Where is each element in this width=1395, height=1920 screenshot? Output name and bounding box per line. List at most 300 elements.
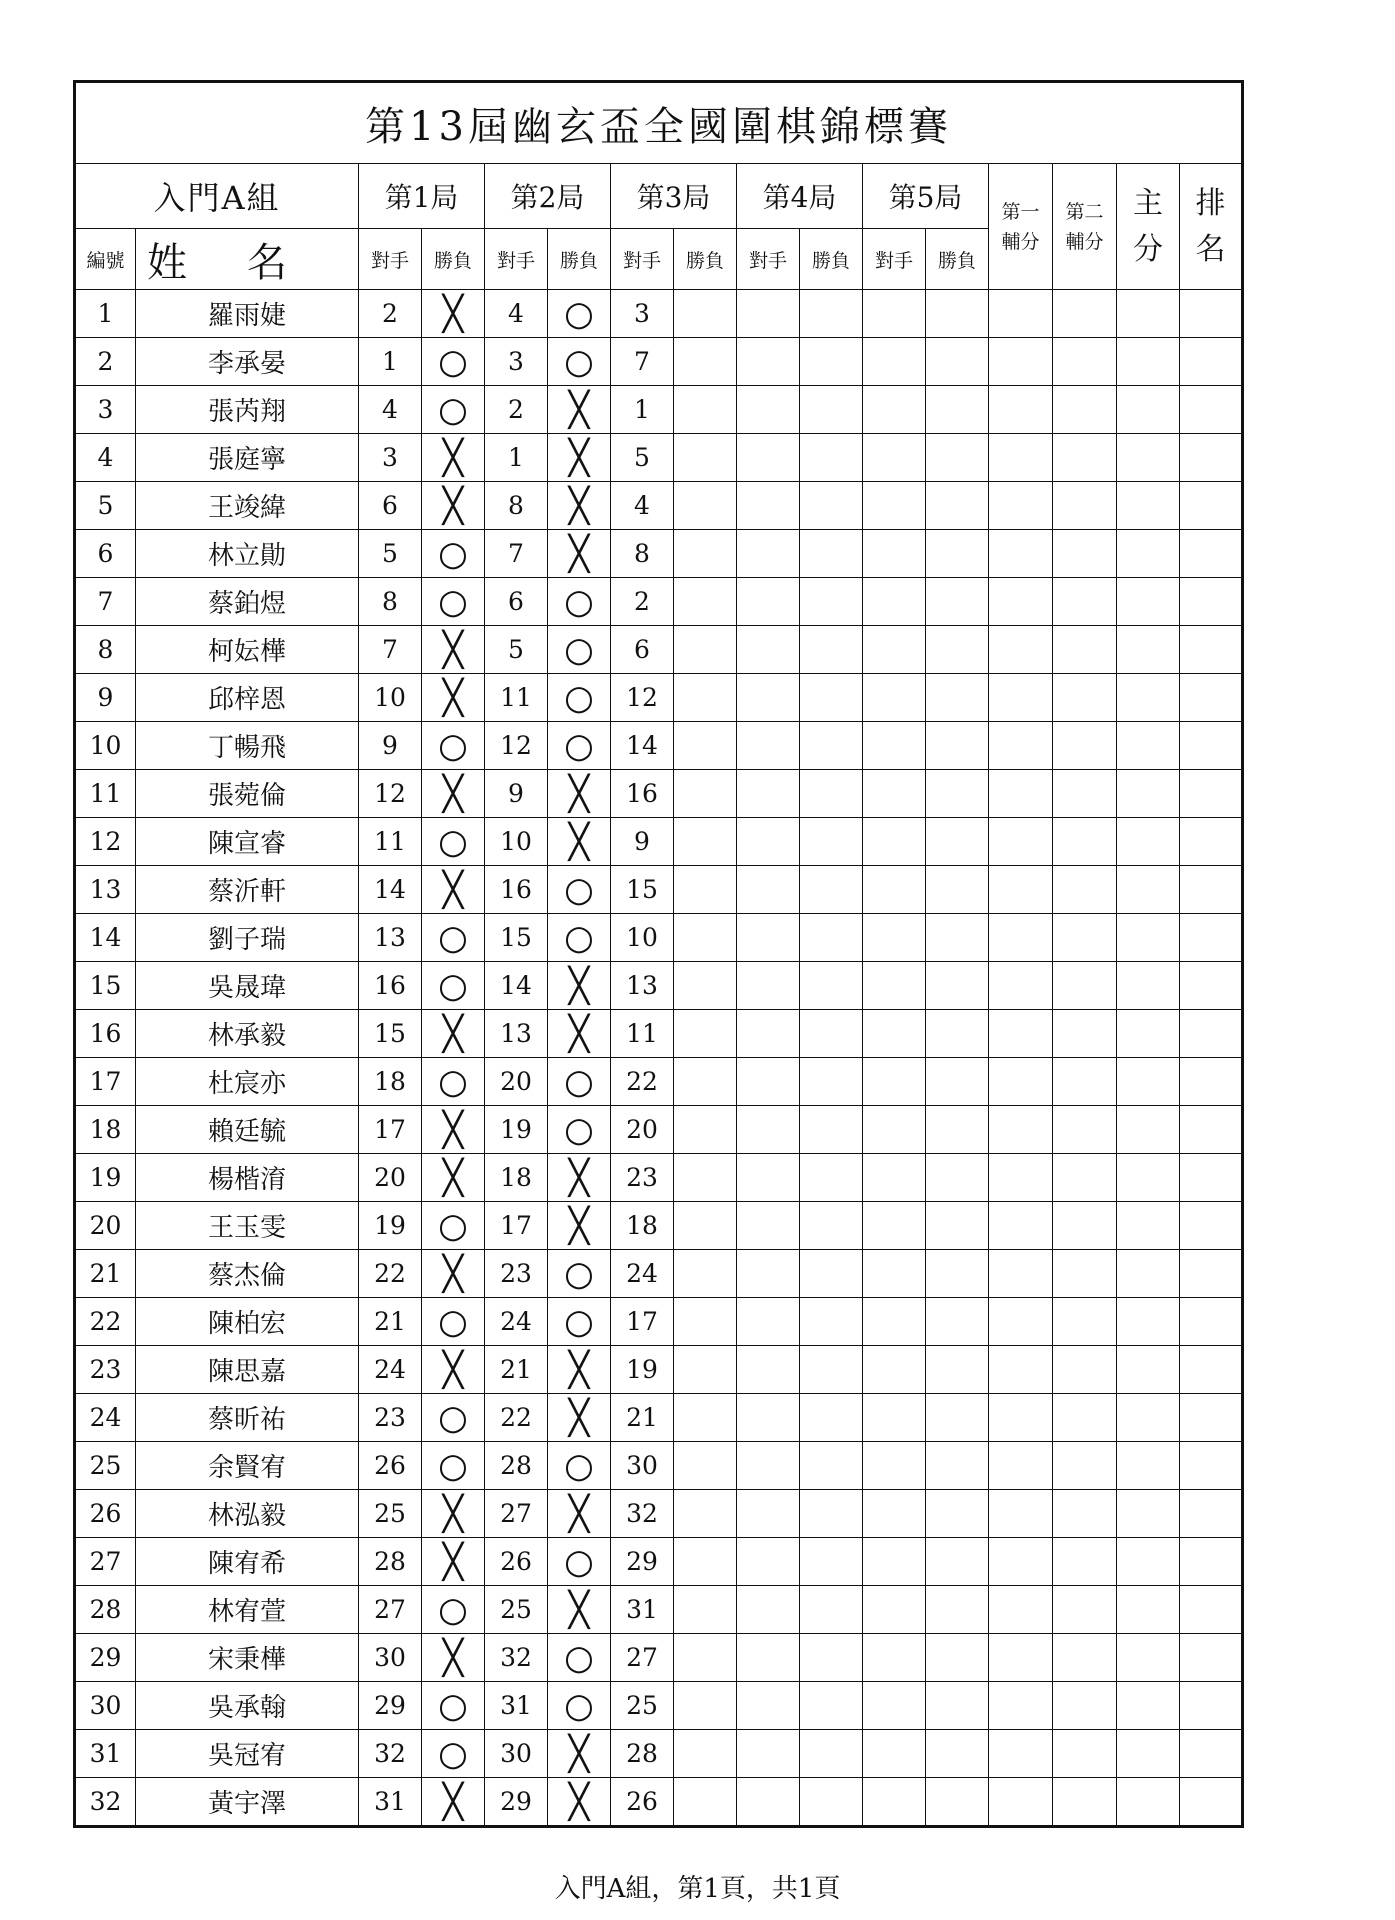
r1-result-cell: ╳: [422, 482, 485, 530]
r5-result-cell: [926, 1202, 989, 1250]
main-score-header: [1117, 164, 1180, 290]
r2-opponent-cell: 18: [485, 1154, 548, 1202]
tiebreak-1-cell: [989, 1442, 1053, 1490]
tiebreak-2-cell: [1053, 1106, 1117, 1154]
rank-cell: [1180, 626, 1243, 674]
r1-opponent-cell: 4: [359, 386, 422, 434]
main-score-cell: [1117, 578, 1180, 626]
r2-opponent-cell: 5: [485, 626, 548, 674]
r4-result-cell: [800, 482, 863, 530]
player-name-cell: 吳晟瑋: [136, 962, 359, 1010]
main-score-cell: [1117, 962, 1180, 1010]
main-score-cell: [1117, 770, 1180, 818]
r1-opponent-cell: 7: [359, 626, 422, 674]
tiebreak-1-cell: [989, 1250, 1053, 1298]
r3-opponent-cell: 22: [611, 1058, 674, 1106]
r2-result-cell: ╳: [548, 1490, 611, 1538]
r1-opponent-cell: 29: [359, 1682, 422, 1730]
player-id-cell: 28: [75, 1586, 136, 1634]
main-score-cell: [1117, 1682, 1180, 1730]
tiebreak-2-cell: [1053, 1586, 1117, 1634]
table-row: [75, 482, 1243, 530]
r3-result-cell: [674, 530, 737, 578]
r5-result-cell: [926, 914, 989, 962]
tiebreak-1-cell: [989, 578, 1053, 626]
table-row: [75, 290, 1243, 338]
table-row: [75, 1634, 1243, 1682]
r3-result-cell: [674, 1394, 737, 1442]
r5-opponent-cell: [863, 1010, 926, 1058]
rank-cell: [1180, 674, 1243, 722]
r5-result-cell: [926, 866, 989, 914]
player-name-cell: 余賢宥: [136, 1442, 359, 1490]
r5-opponent-header: 對手: [863, 229, 926, 290]
tiebreak-2-cell: [1053, 1010, 1117, 1058]
tiebreak-1-cell: [989, 338, 1053, 386]
r2-result-cell: ╳: [548, 1010, 611, 1058]
r3-result-cell: [674, 1586, 737, 1634]
r1-opponent-cell: 11: [359, 818, 422, 866]
r5-opponent-cell: [863, 1586, 926, 1634]
tiebreak-1-cell: [989, 1490, 1053, 1538]
r5-opponent-cell: [863, 962, 926, 1010]
r2-opponent-cell: 2: [485, 386, 548, 434]
r1-opponent-cell: 20: [359, 1154, 422, 1202]
r5-opponent-cell: [863, 1538, 926, 1586]
r4-result-cell: [800, 578, 863, 626]
r1-opponent-cell: 2: [359, 290, 422, 338]
tiebreak-1-cell: [989, 290, 1053, 338]
tiebreak-1-cell: [989, 1586, 1053, 1634]
r3-result-cell: [674, 1346, 737, 1394]
r5-result-cell: [926, 1250, 989, 1298]
player-name-cell: 陳柏宏: [136, 1298, 359, 1346]
r1-opponent-cell: 26: [359, 1442, 422, 1490]
rank-header-line2: 名: [1195, 231, 1226, 267]
player-id-cell: 29: [75, 1634, 136, 1682]
r5-result-cell: [926, 1586, 989, 1634]
table-row: [75, 866, 1243, 914]
r5-result-cell: [926, 1634, 989, 1682]
main-score-header-line1: 主: [1133, 185, 1163, 221]
r5-result-header: 勝負: [926, 229, 989, 290]
table-row: [75, 1490, 1243, 1538]
r1-result-header: 勝負: [422, 229, 485, 290]
table-row: [75, 962, 1243, 1010]
rank-cell: [1180, 1250, 1243, 1298]
main-score-cell: [1117, 1106, 1180, 1154]
r2-result-cell: ╳: [548, 386, 611, 434]
tiebreak-1-cell: [989, 1778, 1053, 1827]
r2-opponent-cell: 29: [485, 1778, 548, 1827]
table-row: [75, 1442, 1243, 1490]
r2-opponent-cell: 1: [485, 434, 548, 482]
r1-result-cell: ╳: [422, 674, 485, 722]
tiebreak-2-cell: [1053, 818, 1117, 866]
player-name-cell: 柯妘樺: [136, 626, 359, 674]
r3-opponent-cell: 11: [611, 1010, 674, 1058]
table-row: [75, 1202, 1243, 1250]
round-5-header: 第5局: [863, 164, 989, 229]
r2-result-cell: ○: [548, 722, 611, 770]
round-1-header: 第1局: [359, 164, 485, 229]
r2-opponent-cell: 21: [485, 1346, 548, 1394]
main-score-cell: [1117, 1346, 1180, 1394]
tiebreak-2-cell: [1053, 1682, 1117, 1730]
r3-result-cell: [674, 1490, 737, 1538]
tiebreak-1-cell: [989, 770, 1053, 818]
player-name-cell: 王竣緯: [136, 482, 359, 530]
player-name-cell: 吳冠宥: [136, 1730, 359, 1778]
r3-opponent-cell: 13: [611, 962, 674, 1010]
rank-cell: [1180, 1778, 1243, 1827]
tiebreak-2-cell: [1053, 914, 1117, 962]
r2-result-header: 勝負: [548, 229, 611, 290]
r4-result-cell: [800, 1778, 863, 1827]
r3-result-cell: [674, 1682, 737, 1730]
r1-opponent-cell: 9: [359, 722, 422, 770]
r4-opponent-cell: [737, 962, 800, 1010]
r1-opponent-cell: 28: [359, 1538, 422, 1586]
r5-result-cell: [926, 1106, 989, 1154]
r2-result-cell: ○: [548, 1442, 611, 1490]
r1-opponent-cell: 8: [359, 578, 422, 626]
r4-result-cell: [800, 674, 863, 722]
r1-opponent-cell: 18: [359, 1058, 422, 1106]
player-name-cell: 劉子瑞: [136, 914, 359, 962]
r4-result-cell: [800, 1010, 863, 1058]
r2-opponent-cell: 7: [485, 530, 548, 578]
r3-opponent-cell: 2: [611, 578, 674, 626]
tiebreak-2-cell: [1053, 1154, 1117, 1202]
r2-result-cell: ○: [548, 626, 611, 674]
player-name-cell: 蔡昕祐: [136, 1394, 359, 1442]
r5-opponent-cell: [863, 386, 926, 434]
main-score-cell: [1117, 1010, 1180, 1058]
main-score-cell: [1117, 1202, 1180, 1250]
r2-opponent-cell: 27: [485, 1490, 548, 1538]
r5-opponent-cell: [863, 1202, 926, 1250]
r5-opponent-cell: [863, 1058, 926, 1106]
r4-result-cell: [800, 722, 863, 770]
r3-opponent-cell: 21: [611, 1394, 674, 1442]
r3-result-cell: [674, 674, 737, 722]
r3-result-cell: [674, 1538, 737, 1586]
r4-opponent-cell: [737, 626, 800, 674]
tiebreak-2-header-line2: 輔分: [1065, 230, 1104, 253]
tiebreak-2-cell: [1053, 1778, 1117, 1827]
table-row: [75, 338, 1243, 386]
r5-result-cell: [926, 578, 989, 626]
r5-opponent-cell: [863, 1778, 926, 1827]
r3-result-cell: [674, 722, 737, 770]
r1-result-cell: ○: [422, 1682, 485, 1730]
table-row: [75, 770, 1243, 818]
r1-result-cell: ○: [422, 578, 485, 626]
r2-result-cell: ╳: [548, 962, 611, 1010]
r4-opponent-cell: [737, 338, 800, 386]
main-score-cell: [1117, 1538, 1180, 1586]
r3-result-cell: [674, 1106, 737, 1154]
r5-opponent-cell: [863, 434, 926, 482]
r1-opponent-cell: 27: [359, 1586, 422, 1634]
r3-opponent-cell: 4: [611, 482, 674, 530]
r1-result-cell: ○: [422, 722, 485, 770]
rank-cell: [1180, 1682, 1243, 1730]
r3-result-cell: [674, 1298, 737, 1346]
r3-result-cell: [674, 1442, 737, 1490]
tiebreak-2-cell: [1053, 1730, 1117, 1778]
r4-result-cell: [800, 818, 863, 866]
r5-result-cell: [926, 482, 989, 530]
r3-opponent-cell: 19: [611, 1346, 674, 1394]
tiebreak-2-cell: [1053, 866, 1117, 914]
r5-opponent-cell: [863, 1106, 926, 1154]
r2-opponent-cell: 12: [485, 722, 548, 770]
tiebreak-1-cell: [989, 1202, 1053, 1250]
table-row: [75, 1778, 1243, 1827]
tiebreak-1-cell: [989, 818, 1053, 866]
r4-opponent-cell: [737, 290, 800, 338]
r2-opponent-cell: 3: [485, 338, 548, 386]
r3-opponent-cell: 14: [611, 722, 674, 770]
r1-opponent-cell: 12: [359, 770, 422, 818]
rank-cell: [1180, 434, 1243, 482]
r1-opponent-cell: 21: [359, 1298, 422, 1346]
tiebreak-2-cell: [1053, 1442, 1117, 1490]
player-name-cell: 李承晏: [136, 338, 359, 386]
tiebreak-1-header-line2: 輔分: [1001, 230, 1040, 253]
r1-result-cell: ╳: [422, 1154, 485, 1202]
player-name-cell: 黃宇澤: [136, 1778, 359, 1827]
r4-opponent-cell: [737, 1154, 800, 1202]
player-id-cell: 6: [75, 530, 136, 578]
r3-opponent-cell: 26: [611, 1778, 674, 1827]
r3-result-cell: [674, 626, 737, 674]
player-id-cell: 17: [75, 1058, 136, 1106]
r5-result-cell: [926, 338, 989, 386]
player-id-cell: 5: [75, 482, 136, 530]
rank-cell: [1180, 1106, 1243, 1154]
main-score-cell: [1117, 1394, 1180, 1442]
player-id-cell: 25: [75, 1442, 136, 1490]
player-name-cell: 林宥萱: [136, 1586, 359, 1634]
r4-opponent-cell: [737, 1010, 800, 1058]
r5-result-cell: [926, 386, 989, 434]
player-id-cell: 11: [75, 770, 136, 818]
r1-result-cell: ○: [422, 1298, 485, 1346]
r3-result-cell: [674, 290, 737, 338]
tiebreak-1-cell: [989, 1106, 1053, 1154]
player-id-cell: 14: [75, 914, 136, 962]
r5-result-cell: [926, 530, 989, 578]
r1-result-cell: ╳: [422, 1106, 485, 1154]
r5-result-cell: [926, 1010, 989, 1058]
r2-result-cell: ○: [548, 1106, 611, 1154]
r5-result-cell: [926, 1730, 989, 1778]
table-row: [75, 674, 1243, 722]
rank-cell: [1180, 770, 1243, 818]
r2-result-cell: ╳: [548, 1730, 611, 1778]
rank-cell: [1180, 290, 1243, 338]
r2-opponent-cell: 31: [485, 1682, 548, 1730]
r5-opponent-cell: [863, 482, 926, 530]
tiebreak-2-cell: [1053, 1634, 1117, 1682]
tiebreak-2-header: [1053, 164, 1117, 290]
r5-result-cell: [926, 722, 989, 770]
tiebreak-1-cell: [989, 674, 1053, 722]
r3-opponent-cell: 17: [611, 1298, 674, 1346]
player-name-cell: 林立勛: [136, 530, 359, 578]
r3-opponent-cell: 7: [611, 338, 674, 386]
rank-cell: [1180, 1490, 1243, 1538]
player-id-cell: 26: [75, 1490, 136, 1538]
tiebreak-1-cell: [989, 1394, 1053, 1442]
r1-result-cell: ╳: [422, 1346, 485, 1394]
tiebreak-1-cell: [989, 1634, 1053, 1682]
table-row: [75, 1058, 1243, 1106]
r5-opponent-cell: [863, 914, 926, 962]
table-row: [75, 1010, 1243, 1058]
r5-result-cell: [926, 1346, 989, 1394]
r4-result-cell: [800, 386, 863, 434]
main-score-cell: [1117, 818, 1180, 866]
r1-opponent-cell: 16: [359, 962, 422, 1010]
table-row: [75, 578, 1243, 626]
tiebreak-1-header-line1: 第一: [1001, 200, 1040, 223]
rank-cell: [1180, 578, 1243, 626]
r3-opponent-cell: 15: [611, 866, 674, 914]
r4-result-cell: [800, 1586, 863, 1634]
main-score-cell: [1117, 1442, 1180, 1490]
r5-result-cell: [926, 818, 989, 866]
r5-result-cell: [926, 1778, 989, 1827]
player-id-cell: 9: [75, 674, 136, 722]
rank-cell: [1180, 1586, 1243, 1634]
main-score-cell: [1117, 1586, 1180, 1634]
r5-opponent-cell: [863, 1298, 926, 1346]
main-score-cell: [1117, 434, 1180, 482]
r3-result-cell: [674, 1154, 737, 1202]
r3-result-cell: [674, 434, 737, 482]
r2-result-cell: ○: [548, 674, 611, 722]
r2-result-cell: ○: [548, 338, 611, 386]
player-id-cell: 18: [75, 1106, 136, 1154]
r2-result-cell: ╳: [548, 1202, 611, 1250]
player-name-cell: 蔡杰倫: [136, 1250, 359, 1298]
r2-result-cell: ╳: [548, 1778, 611, 1827]
r5-result-cell: [926, 1490, 989, 1538]
r4-opponent-cell: [737, 434, 800, 482]
tiebreak-2-cell: [1053, 530, 1117, 578]
table-row: [75, 434, 1243, 482]
r1-result-cell: ○: [422, 338, 485, 386]
rank-cell: [1180, 914, 1243, 962]
r4-opponent-header: 對手: [737, 229, 800, 290]
r3-opponent-cell: 30: [611, 1442, 674, 1490]
r1-opponent-cell: 19: [359, 1202, 422, 1250]
r5-opponent-cell: [863, 626, 926, 674]
tiebreak-1-cell: [989, 434, 1053, 482]
rank-cell: [1180, 1538, 1243, 1586]
r3-result-cell: [674, 770, 737, 818]
r4-result-cell: [800, 1538, 863, 1586]
player-name-cell: 吳承翰: [136, 1682, 359, 1730]
r1-result-cell: ╳: [422, 1250, 485, 1298]
table-row: [75, 1538, 1243, 1586]
r5-opponent-cell: [863, 722, 926, 770]
r1-result-cell: ○: [422, 1058, 485, 1106]
r3-result-cell: [674, 1202, 737, 1250]
r1-opponent-cell: 30: [359, 1634, 422, 1682]
player-id-cell: 7: [75, 578, 136, 626]
r3-opponent-cell: 1: [611, 386, 674, 434]
r2-opponent-cell: 25: [485, 1586, 548, 1634]
rank-cell: [1180, 1346, 1243, 1394]
r3-opponent-cell: 23: [611, 1154, 674, 1202]
r2-result-cell: ○: [548, 1250, 611, 1298]
r5-result-cell: [926, 1058, 989, 1106]
r4-result-cell: [800, 1682, 863, 1730]
r5-opponent-cell: [863, 1634, 926, 1682]
round-3-header: 第3局: [611, 164, 737, 229]
r2-opponent-cell: 17: [485, 1202, 548, 1250]
r3-opponent-cell: 12: [611, 674, 674, 722]
tiebreak-2-cell: [1053, 770, 1117, 818]
player-name-cell: 杜宸亦: [136, 1058, 359, 1106]
r4-opponent-cell: [737, 1058, 800, 1106]
r2-opponent-cell: 6: [485, 578, 548, 626]
r5-opponent-cell: [863, 770, 926, 818]
player-name-cell: 林承毅: [136, 1010, 359, 1058]
tiebreak-1-cell: [989, 1682, 1053, 1730]
player-id-cell: 27: [75, 1538, 136, 1586]
r1-result-cell: ╳: [422, 290, 485, 338]
main-score-cell: [1117, 1250, 1180, 1298]
table-row: [75, 626, 1243, 674]
player-name-cell: 丁暢飛: [136, 722, 359, 770]
player-id-cell: 4: [75, 434, 136, 482]
player-name-cell: 陳思嘉: [136, 1346, 359, 1394]
r3-opponent-cell: 18: [611, 1202, 674, 1250]
r3-result-cell: [674, 1778, 737, 1827]
r1-result-cell: ╳: [422, 1490, 485, 1538]
tiebreak-1-cell: [989, 1346, 1053, 1394]
r2-opponent-cell: 28: [485, 1442, 548, 1490]
r4-opponent-cell: [737, 674, 800, 722]
r4-opponent-cell: [737, 818, 800, 866]
r3-opponent-cell: 28: [611, 1730, 674, 1778]
r4-result-cell: [800, 1106, 863, 1154]
player-name-cell: 賴廷毓: [136, 1106, 359, 1154]
tiebreak-2-cell: [1053, 1298, 1117, 1346]
r5-opponent-cell: [863, 290, 926, 338]
r1-opponent-cell: 15: [359, 1010, 422, 1058]
r4-result-cell: [800, 530, 863, 578]
r3-opponent-cell: 5: [611, 434, 674, 482]
tiebreak-1-cell: [989, 914, 1053, 962]
r2-opponent-cell: 24: [485, 1298, 548, 1346]
r5-result-cell: [926, 962, 989, 1010]
r3-result-cell: [674, 1250, 737, 1298]
tiebreak-1-cell: [989, 1298, 1053, 1346]
r3-result-cell: [674, 1634, 737, 1682]
main-score-cell: [1117, 1058, 1180, 1106]
r2-opponent-cell: 32: [485, 1634, 548, 1682]
rank-cell: [1180, 722, 1243, 770]
tiebreak-2-cell: [1053, 1394, 1117, 1442]
r2-opponent-cell: 11: [485, 674, 548, 722]
